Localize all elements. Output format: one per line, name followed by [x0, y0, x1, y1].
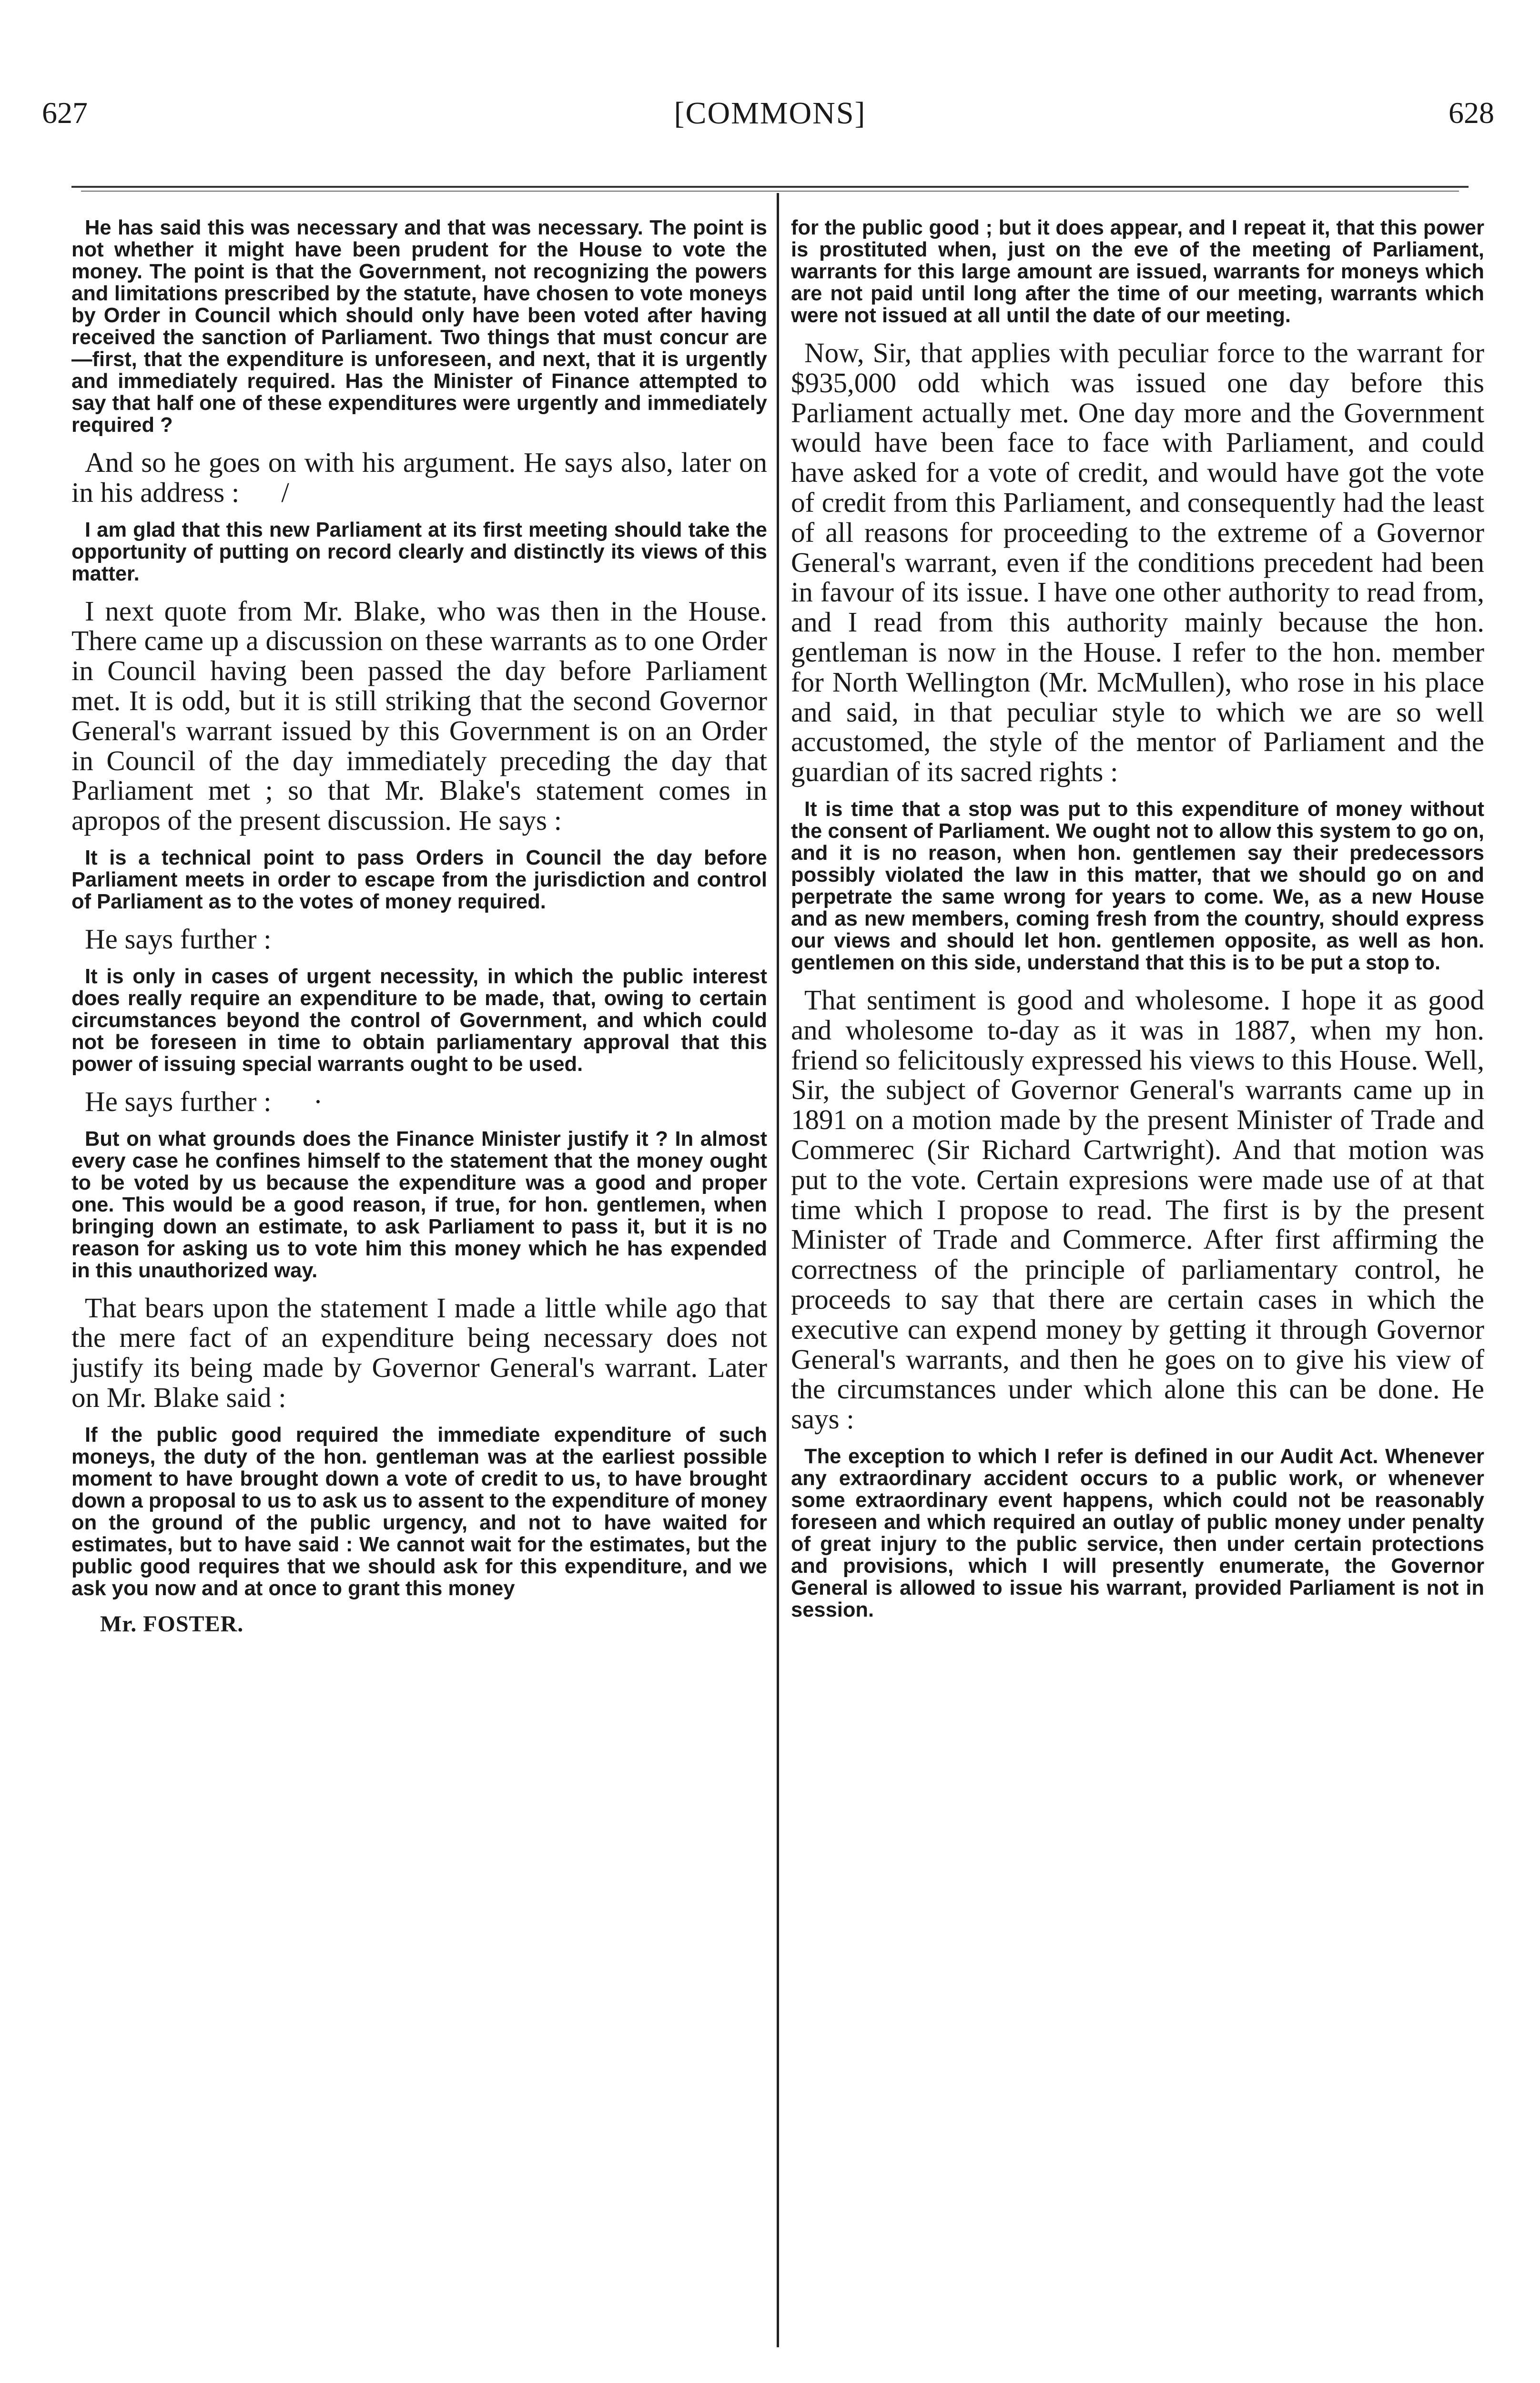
body-paragraph: That sentiment is good and wholesome. I hope it as good and wholesome to-day as it was in 1887, when my hon. friend so felicitously expressed his views to this House. Well, Sir, the subject of Governor General's warrants came up in 1891 on a motion made by the present Minister of Trade and Commerec (Sir Richard Cartwright). And that motion was put to the vote. Certain expresions were made use of at that time which I propose to read. The first is by the present Minister of Trade and Commerce. After first affirming the correctness of the principle of parliamentary control, he proceeds to say that there are certain cases in which the executive can expend money by getting it through Governor General's warrants, and then he goes on to give his view of the circumstances under which alone this can be done. He says :: [791, 984, 1484, 1435]
right-column: [791, 217, 1484, 1632]
header-rule-thin: [81, 191, 1459, 192]
left-page-number: 627: [42, 96, 88, 130]
quoted-passage: If the public good required the immediate expenditure of such moneys, the duty of the hon. gentleman was at the earliest possible moment to have brought down a vote of credit to us, to have brought down a proposal to us to ask us to assent to the expenditure of money on the ground of the public urgency, and not to have waited for estimates, but to have said : We cannot wait for the estimates, but the public good requires that we should ask for this expenditure, and we ask you now and at once to grant this money: [71, 1423, 767, 1600]
quoted-passage: He has said this was necessary and that was necessary. The point is not whether it might have been prudent for the House to vote the money. The point is that the Government, not recognizing the powers and limitations prescribed by the statute, have chosen to vote moneys by Order in Council which should only have been voted after having received the sanction of Parliament. Two things that must concur are—first, that the expenditure is unforeseen, and next, that it is urgently and immediately required. Has the Minister of Finance attempted to say that half one of these expenditures were urgently and immediately required ?: [71, 216, 767, 437]
quoted-passage: The exception to which I refer is defined in our Audit Act. Whenever any extraordinary accident occurs to a public work, or whenever some extraordinary event happens, which could not be reasonably foreseen and which required an outlay of public money under penalty of great injury to the public service, then under certain protections and provisions, which I will presently enumerate, the Governor General is allowed to issue his warrant, provided Parliament is not in session.: [791, 1445, 1484, 1621]
column-divider: [777, 193, 779, 2347]
body-paragraph: [71, 1087, 767, 1117]
left-column: [71, 217, 767, 1637]
header-rule: [71, 186, 1469, 188]
quoted-passage: It is a technical point to pass Orders in Council the day before Parliament meets in order to escape from the jurisdiction and control of Parliament as to the votes of money required.: [71, 846, 767, 913]
quoted-passage: for the public good ; but it does appear, and I repeat it, that this power is prostituted when, just on the eve of the meeting of Parliament, warrants for this large amount are issued, warrants for moneys which are not paid until long after the time of our meeting, warrants which were not issued at all until the date of our meeting.: [791, 216, 1484, 327]
body-paragraph: He says further :: [85, 923, 272, 955]
paragraph-text: And so he goes on with his argument. He says also, later on in his address :: [71, 447, 767, 508]
running-header: [COMMONS]: [674, 96, 866, 131]
stray-mark: /: [281, 476, 289, 508]
body-paragraph: I next quote from Mr. Blake, who was then in the House. There came up a discussion on these warrants as to one Order in Council having been passed the day before Parliament met. It is odd, but it is still striking that the second Governor General's warrant issued by this Government is on an Order in Council of the day immediately preceding the day that Parliament met ; so that Mr. Blake's statement comes in apropos of the present discussion. He says :: [71, 595, 767, 836]
quoted-passage: But on what grounds does the Finance Minister justify it ? In almost every case he confines himself to the statement that the money ought to be voted by us because the expenditure was a good and proper one. This would be a good reason, if true, for hon. gentlemen, when bringing down an estimate, to ask Parliament to pass it, but it is no reason for asking us to vote him this money which he has expended in this unauthorized way.: [71, 1127, 767, 1282]
quoted-passage: It is time that a stop was put to this expenditure of money without the consent of Parliament. We ought not to allow this system to go on, and it is no reason, when hon. gentlemen say their predecessors possibly violated the law in this matter, that we should go on and perpetrate the same wrong for years to come. We, as a new House and as new members, coming fresh from the country, should express our views and should let hon. gentlemen opposite, as well as hon. gentlemen on this side, understand that this is to be put a stop to.: [791, 797, 1484, 974]
body-paragraph: Now, Sir, that applies with peculiar force to the warrant for $935,000 odd which was issued one day before this Parliament actually met. One day more and the Government would have been face to face with Parliament, and could have asked for a vote of credit, and would have got the vote of credit from this Parliament, and consequently had the least of all reasons for proceeding to the extreme of a Governor General's warrant, even if the conditions precedent had been in favour of its issue. I have one other authority to read from, and I read from this authority mainly because the hon. gentleman is now in the House. I refer to the hon. member for North Wellington (Mr. McMullen), who rose in his place and said, in that peculiar style to which we are so well accustomed, the style of the mentor of Parliament and the guardian of its sacred rights :: [791, 337, 1484, 788]
right-page-number: 628: [1449, 96, 1494, 130]
body-paragraph: That bears upon the statement I made a little while ago that the mere fact of an expenditure being necessary does not justify its being made by Governor General's warrant. Later on Mr. Blake said :: [71, 1292, 767, 1413]
speaker-name: Mr. FOSTER.: [100, 1611, 244, 1637]
body-paragraph: [71, 448, 767, 508]
stray-mark: ·: [313, 1085, 323, 1117]
paragraph-text: He says further :: [85, 1085, 272, 1117]
quoted-passage: It is only in cases of urgent necessity, in which the public interest does really require an expenditure to be made, that, owing to certain circumstances beyond the control of Government, and which could not be foreseen in time to obtain parliamentary approval that this power of issuing special warrants ought to be used.: [71, 965, 767, 1076]
quoted-passage: I am glad that this new Parliament at its first meeting should take the opportunity of putting on record clearly and distinctly its views of this matter.: [71, 518, 767, 585]
